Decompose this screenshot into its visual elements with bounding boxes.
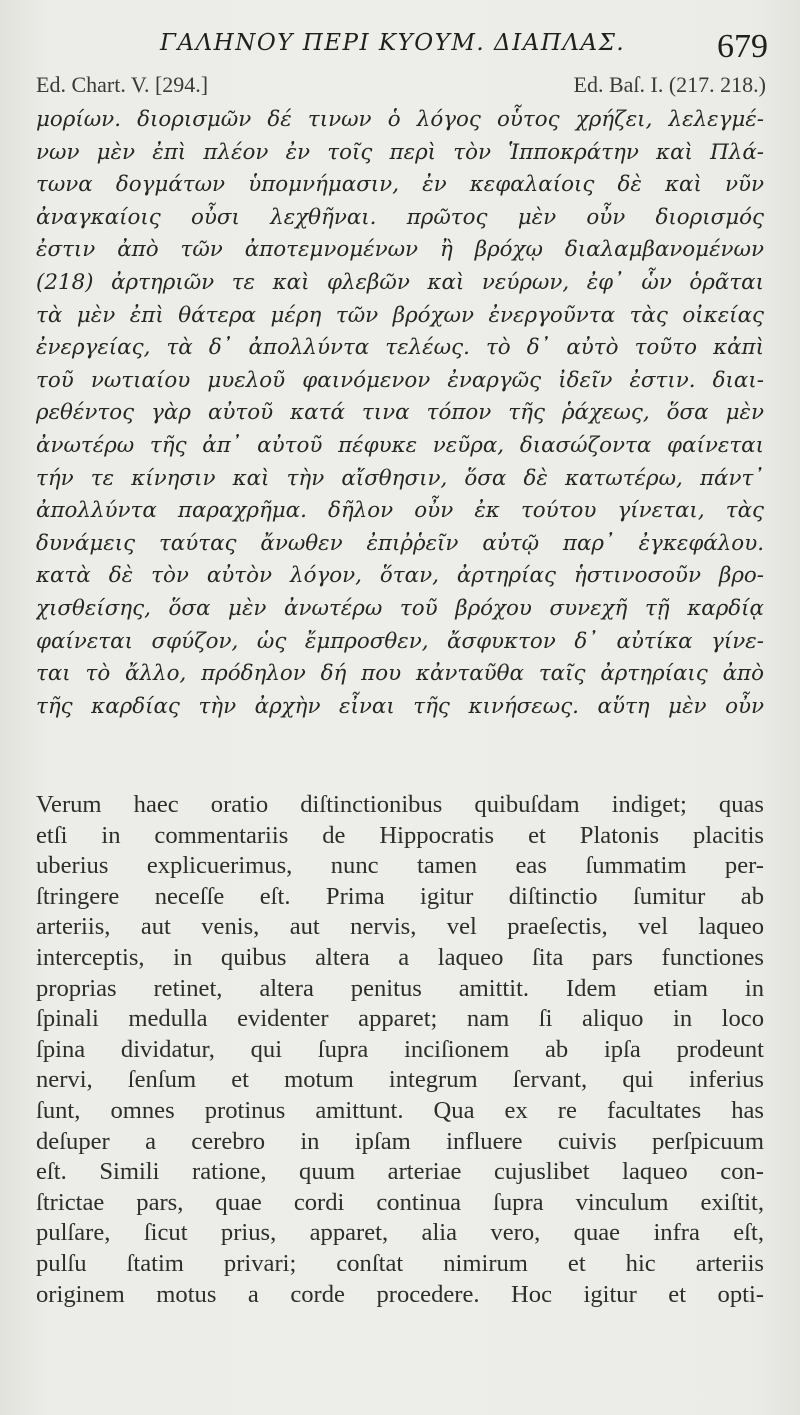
greek-text-line: ἐστιν ἀπὸ τῶν ἀποτεμνομένων ἢ βρόχῳ διαλαμβανομένων <box>36 237 764 263</box>
latin-text-line: ſpina dividatur, qui ſupra inciſionem ab ipſa prodeunt <box>36 1035 764 1063</box>
greek-text-line: ἐνεργείας, τὰ δ᾽ ἀπολλύντα τελέως. τὸ δ᾽ αὐτὸ τοῦτο κἀπὶ <box>36 335 764 361</box>
latin-text-line: arteriis, aut venis, aut nervis, vel praeſectis, vel laqueo <box>36 913 764 941</box>
greek-text-line: ρεθέντος γὰρ αὐτοῦ κατά τινα τόπον τῆς ῥάχεως, ὅσα μὲν <box>36 400 764 426</box>
edition-reference-line <box>36 72 766 102</box>
greek-text-line: τῆς καρδίας τὴν ἀρχὴν εἶναι τῆς κινήσεως. αὕτη μὲν οὖν <box>36 693 764 719</box>
greek-text-line: ἀπολλύντα παραχρῆμα. δῆλον οὖν ἐκ τούτου γίνεται, τὰς <box>36 498 764 524</box>
latin-text-line: deſuper a cerebro in ipſam influere cuivis perſpicuum <box>36 1127 764 1155</box>
latin-text-line: ſtringere neceſſe eſt. Prima igitur diſtinctio ſumitur ab <box>36 882 764 910</box>
running-head <box>0 28 800 68</box>
greek-text-line: μορίων. διορισμῶν δέ τινων ὁ λόγος οὗτος χρήζει, λελεγμέ- <box>36 107 764 132</box>
latin-text-block <box>36 790 764 1310</box>
latin-text-line: Verum haec oratio diſtinctionibus quibuſdam indiget; quas <box>36 791 764 818</box>
greek-text-line: τήν τε κίνησιν καὶ τὴν αἴσθησιν, ὅσα δὲ κατωτέρω, πάντ᾽ <box>36 465 764 491</box>
latin-text-line: originem motus a corde procedere. Hoc igitur et opti- <box>36 1280 764 1308</box>
latin-text-line: interceptis, in quibus altera a laqueo ſita pars functiones <box>36 943 764 971</box>
page-number: 679 <box>717 28 768 65</box>
latin-text-line: ſunt, omnes protinus amittunt. Qua ex re facultates has <box>36 1096 764 1124</box>
greek-text-line: δυνάμεις ταύτας ἄνωθεν ἐπιῤῥεῖν αὐτῷ παρ᾽ ἐγκεφάλου. <box>36 530 764 556</box>
greek-text-line: ται τὸ ἄλλο, πρόδηλον δή που κἀνταῦθα ταῖς ἀρτηρίαις ἀπὸ <box>36 661 764 687</box>
edition-reference-chartier: Ed. Chart. V. [294.] <box>36 72 209 97</box>
greek-text-line: νων μὲν ἐπὶ πλέον ἐν τοῖς περὶ τὸν Ἱπποκράτην καὶ Πλά- <box>36 139 764 165</box>
latin-text-line: etſi in commentariis de Hippocratis et Platonis placitis <box>36 821 764 849</box>
greek-text-line: ἀνωτέρω τῆς ἀπ᾽ αὐτοῦ πέφυκε νεῦρα, διασώζοντα φαίνεται <box>36 432 764 458</box>
latin-text-line: proprias retinet, altera penitus amittit. Idem etiam in <box>36 974 764 1002</box>
latin-text-line: eſt. Simili ratione, quum arteriae cujuslibet laqueo con- <box>36 1158 764 1186</box>
latin-text-line: ſtrictae pars, quae cordi continua ſupra vinculum exiſtit, <box>36 1188 764 1216</box>
running-title: ΓΑΛΗΝΟΥ ΠΕΡΙ ΚΥΟΥΜ. ΔΙΑΠΛΑΣ. <box>160 30 626 56</box>
edition-reference-basel: Ed. Baſ. I. (217. 218.) <box>573 72 766 97</box>
greek-text-line: ἀναγκαίοις οὖσι λεχθῆναι. πρῶτος μὲν οὖν διορισμός <box>36 204 764 230</box>
greek-text-line: κατὰ δὲ τὸν αὐτὸν λόγον, ὅταν, ἀρτηρίας ἡστινοσοῦν βρο- <box>36 563 764 589</box>
greek-text-line: χισθείσης, ὅσα μὲν ἀνωτέρω τοῦ βρόχου συνεχῆ τῇ καρδίᾳ <box>36 595 764 621</box>
latin-text-line: pulſare, ſicut prius, apparet, alia vero, quae infra eſt, <box>36 1219 764 1247</box>
greek-text-line: τὰ μὲν ἐπὶ θάτερα μέρη τῶν βρόχων ἐνεργοῦντα τὰς οἰκείας <box>36 302 764 328</box>
latin-text-line: pulſu ſtatim privari; conſtat nimirum et hic arteriis <box>36 1249 764 1277</box>
greek-text-line: φαίνεται σφύζον, ὡς ἔμπροσθεν, ἄσφυκτον δ᾽ αὐτίκα γίνε- <box>36 628 764 654</box>
latin-text-line: uberius explicuerimus, nunc tamen eas ſummatim per- <box>36 852 764 880</box>
greek-text-line: (218) ἀρτηριῶν τε καὶ φλεβῶν καὶ νεύρων, ἐφ᾽ ὧν ὁρᾶται <box>36 269 764 295</box>
latin-text-line: nervi, ſenſum et motum integrum ſervant, qui inferius <box>36 1066 764 1094</box>
greek-text-block <box>36 104 764 723</box>
greek-text-line: τωνα δογμάτων ὑπομνήμασιν, ἐν κεφαλαίοις δὲ καὶ νῦν <box>36 172 764 198</box>
greek-text-line: τοῦ νωτιαίου μυελοῦ φαινόμενον ἐναργῶς ἰδεῖν ἐστιν. διαι- <box>36 367 764 393</box>
latin-text-line: ſpinali medulla evidenter apparet; nam ſi aliquo in loco <box>36 1005 764 1033</box>
